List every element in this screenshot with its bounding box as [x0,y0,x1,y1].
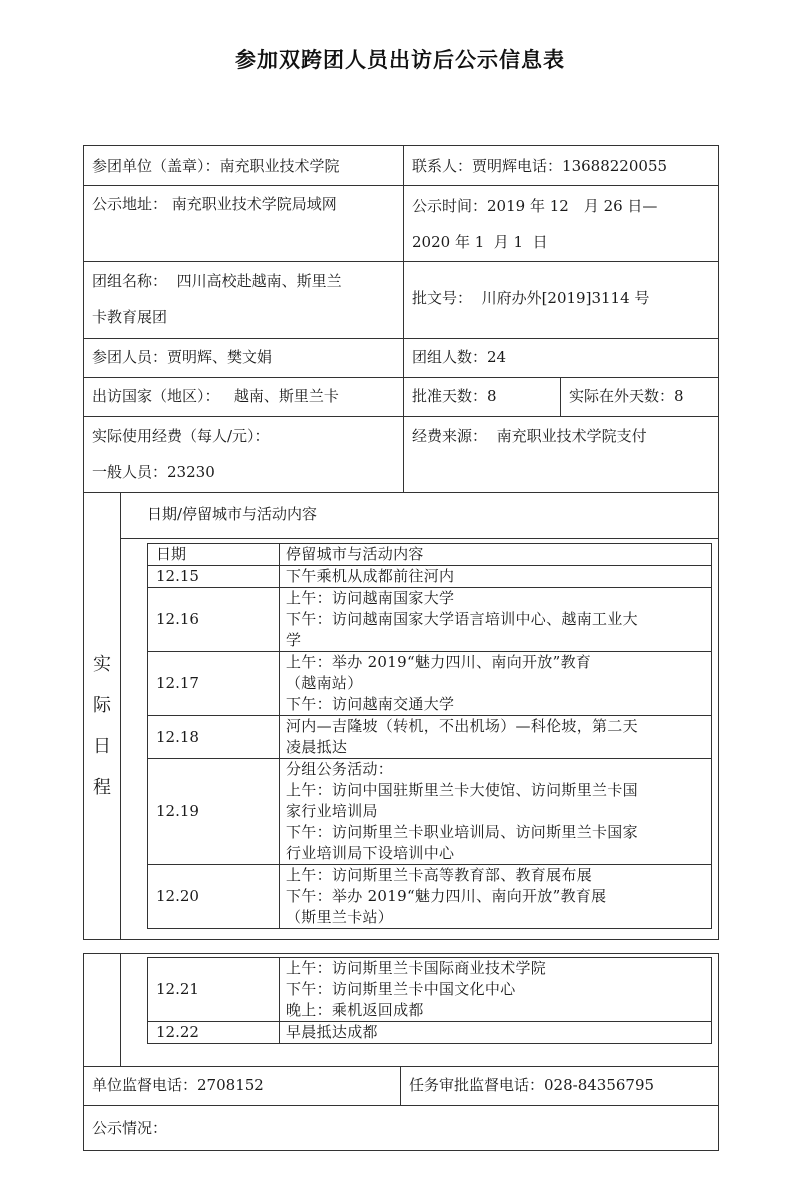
row-divider [83,492,719,493]
group-name-line2: 卡教育展团 [92,308,168,326]
side-char: 际 [93,695,111,716]
expense-general-label: 一般人员： [92,463,168,481]
contact-name: 贾明辉 [472,157,518,175]
activity-line: 早晨抵达成都 [286,1023,378,1041]
countries-cell [84,378,403,415]
schedule-header: 日期/停留城市与活动内容 [147,505,318,523]
activity-line: 河内—吉隆坡（转机，不出机场）—科伦坡，第二天 [286,717,638,735]
table-border-bottom [83,939,719,940]
members-cell [84,339,403,376]
row-date: 12.19 [148,759,280,865]
publicity-cell [84,1110,718,1147]
unit-phone-label: 单位监督电话： [92,1076,198,1094]
table-row [148,652,712,716]
row-date: 12.16 [148,588,280,652]
phone-label: 电话： [517,157,563,175]
activity-line: （斯里兰卡站） [286,908,394,926]
col-divider [120,492,121,940]
audit-phone-label: 任务审批监督电话： [409,1076,545,1094]
schedule-header-row [148,544,712,566]
row-date: 12.17 [148,652,280,716]
unit-phone-cell [84,1067,400,1104]
approved-days-label: 批准天数： [412,387,488,405]
group-name-value: 四川高校赴越南、斯里兰 [176,272,342,290]
row-content [280,566,712,588]
activity-line: 上午：访问中国驻斯里兰卡大使馆、访问斯里兰卡国 [286,781,638,799]
side-char: 程 [93,777,111,798]
countries-value: 越南、斯里兰卡 [233,387,339,405]
table-row [148,566,712,588]
address-cell [84,186,403,223]
group-size-value: 24 [487,348,507,366]
row-content [280,958,712,1022]
row-date: 12.21 [148,958,280,1022]
table-row [148,716,712,759]
table-row [148,588,712,652]
table-row [148,958,712,1022]
org-value: 南充职业技术学院 [219,157,340,175]
activity-line: 上午：访问越南国家大学 [286,589,455,607]
activity-line: 下午：访问越南国家大学语言培训中心、越南工业大 [286,610,638,628]
activity-line: 凌晨抵达 [286,738,348,756]
period-line1 [412,188,710,224]
fund-source-cell [404,418,718,455]
address-label: 公示地址： [92,195,168,213]
col-content-header: 停留城市与活动内容 [280,544,712,566]
publicity-label: 公示情况： [92,1119,168,1137]
address-value: 南充职业技术学院局域网 [171,195,337,213]
row-date: 12.18 [148,716,280,759]
schedule-table [147,543,712,929]
countries-label: 出访国家（地区）： [92,387,220,405]
row-content [280,588,712,652]
row-date: 12.20 [148,865,280,929]
table-row [148,1022,712,1044]
table2-border-right [718,953,719,1151]
row-content [280,716,712,759]
approved-days-cell [404,378,560,415]
activity-line: 上午：访问斯里兰卡国际商业技术学院 [286,959,547,977]
fund-source-label: 经费来源： [412,427,488,445]
activity-line: 下午：访问斯里兰卡职业培训局、访问斯里兰卡国家 [286,823,638,841]
contact-phone: 13688220055 [562,157,668,175]
group-name-label: 团组名称： [92,272,168,290]
approval-label: 批文号： [412,289,473,307]
activity-line: 上午：访问斯里兰卡高等教育部、教育展布展 [286,866,593,884]
actual-days-value: 8 [674,387,684,405]
unit-phone-value: 2708152 [197,1076,264,1094]
side-char: 实 [93,654,111,675]
table2-border-bottom [83,1150,719,1151]
contact-cell [404,148,718,185]
audit-phone-value: 028-84356795 [544,1076,655,1094]
period-start: 2019 年 12 月 26 日— [487,197,658,215]
activity-line: 下午：举办 2019“魅力四川、南向开放”教育展 [286,887,607,905]
org-cell [84,148,403,185]
contact-label: 联系人： [412,157,473,175]
group-size-label: 团组人数： [412,348,488,366]
row-divider [83,1105,719,1106]
members-label: 参团人员： [92,348,168,366]
col-divider [120,953,121,1067]
approval-cell [404,280,718,317]
group-name-line1 [92,263,395,299]
org-label: 参团单位（盖章）： [92,157,220,175]
group-size-cell [404,339,718,376]
expense-general-value: 23230 [167,463,215,481]
activity-line: 学 [286,631,302,649]
side-char: 日 [93,736,111,757]
row-content [280,759,712,865]
row-divider [120,538,719,539]
period-label: 公示时间： [412,197,488,215]
audit-phone-cell [401,1067,718,1104]
table2-border-top [83,953,719,954]
activity-line: 下午乘机从成都前往河内 [286,567,455,585]
row-divider [83,261,719,262]
members-value: 贾明辉、樊文娟 [167,348,273,366]
col-date-header: 日期 [148,544,280,566]
expense-label: 实际使用经费（每人/元）： [92,427,270,445]
activity-line: 家行业培训局 [286,802,378,820]
table-row [148,865,712,929]
table-border-right [718,145,719,940]
activity-line: 分组公务活动： [286,760,394,778]
actual-days-label: 实际在外天数： [569,387,675,405]
row-content [280,1022,712,1044]
expense-general [92,454,395,490]
activity-line: 上午：举办 2019“魅力四川、南向开放”教育 [286,653,592,671]
activity-line: 下午：访问斯里兰卡中国文化中心 [286,980,516,998]
row-date: 12.22 [148,1022,280,1044]
row-content [280,865,712,929]
period-line2: 2020 年 1 月 1 日 [412,233,548,251]
expense-cell [84,418,403,490]
schedule-side-label [84,644,120,808]
group-name-cell [84,263,403,335]
activity-line: 晚上：乘机返回成都 [286,1001,424,1019]
table-border-top [83,145,719,146]
table-row [148,759,712,865]
activity-line: 下午：访问越南交通大学 [286,695,455,713]
actual-days-cell [561,378,718,415]
activity-line: 行业培训局下设培训中心 [286,844,455,862]
row-content [280,652,712,716]
page-title: 参加双跨团人员出访后公示信息表 [235,48,565,72]
schedule-table-continued [147,957,712,1044]
row-date: 12.15 [148,566,280,588]
fund-source-value: 南充职业技术学院支付 [496,427,647,445]
approval-value: 川府办外[2019]3114 号 [481,289,650,307]
row-divider [83,416,719,417]
period-cell [404,186,718,260]
approved-days-value: 8 [487,387,497,405]
activity-line: （越南站） [286,674,363,692]
